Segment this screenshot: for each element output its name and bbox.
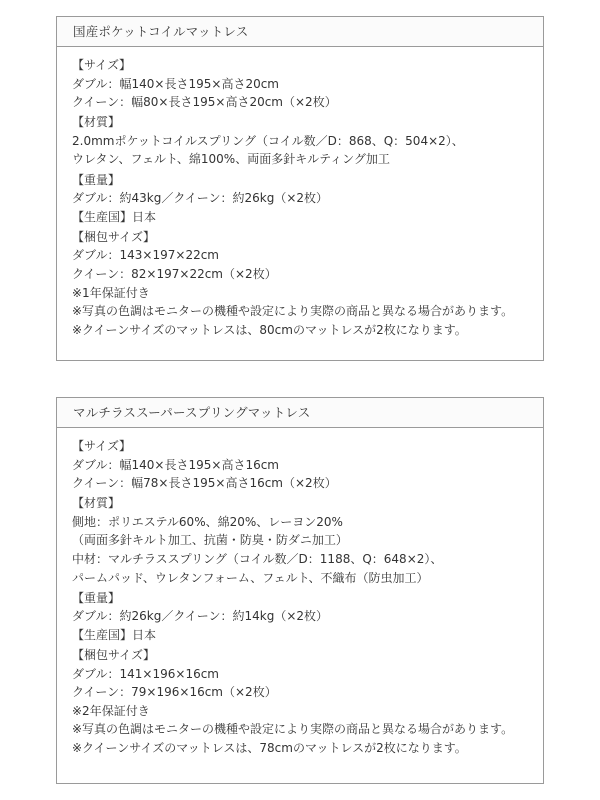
spec-section-label: 【重量】 (72, 590, 121, 605)
spec-line: （両面多針キルト加工、抗菌・防臭・防ダニ加工） (72, 533, 348, 548)
spec-section-label: 【材質】 (72, 496, 121, 511)
spec-line: 【生産国】日本 (72, 209, 157, 224)
spec-line: ※2年保証付き (72, 703, 150, 718)
spec-line: ダブル：141×196×16cm (72, 666, 219, 681)
spec-line: ※クイーンサイズのマットレスは、80cmのマットレスが2枚になります。 (72, 322, 467, 337)
spec-line: ※クイーンサイズのマットレスは、78cmのマットレスが2枚になります。 (72, 741, 467, 755)
spec-section-label: 【重量】 (72, 172, 121, 187)
spec-line: ダブル：約26kg／クイーン：約14kg（×2枚） (72, 609, 329, 624)
product-spec-box-pocket-coil (56, 16, 544, 361)
spec-line: ダブル：約43kg／クイーン：約26kg（×2枚） (72, 191, 329, 206)
spec-line: 2.0mmポケットコイルスプリング（コイル数／D：868、Q：504×2）、 (72, 133, 464, 148)
spec-line: ※写真の色調はモニターの機種や設定により実際の商品と異なる場合があります。 (72, 304, 514, 319)
spec-section-label: 【梱包サイズ】 (72, 229, 156, 244)
spec-line: 中材：マルチラススプリング（コイル数／D：1188、Q：648×2）、 (72, 552, 443, 567)
spec-section-label: 【サイズ】 (72, 439, 132, 453)
spec-line: ※写真の色調はモニターの機種や設定により実際の商品と異なる場合があります。 (72, 722, 514, 737)
product-spec-box-multi-spring (56, 397, 544, 784)
product-title: マルチラススーパースプリングマットレス (57, 398, 543, 428)
spec-line: ダブル：143×197×22cm (72, 248, 219, 263)
spec-list (57, 47, 543, 339)
spec-line: クイーン：79×196×16cm（×2枚） (72, 685, 277, 700)
spec-line: 【生産国】日本 (72, 627, 157, 642)
spec-line: ダブル：幅140×長さ195×高さ20cm (72, 76, 279, 91)
spec-line: クイーン：幅80×長さ195×高さ20cm（×2枚） (72, 95, 337, 110)
spec-section-label: 【材質】 (72, 115, 121, 130)
spec-section-label: 【サイズ】 (72, 58, 132, 72)
spec-line: 側地：ポリエステル60%、綿20%、レーヨン20% (72, 514, 343, 529)
spec-line: クイーン：82×197×22cm（×2枚） (72, 267, 277, 282)
spec-line: ウレタン、フェルト、綿100%、両面多針キルティング加工 (72, 152, 390, 167)
spec-line: ダブル：幅140×長さ195×高さ16cm (72, 457, 279, 472)
spec-list (57, 428, 543, 758)
product-title: 国産ポケットコイルマットレス (57, 17, 543, 47)
spec-section-label: 【梱包サイズ】 (72, 648, 156, 663)
spec-line: パームパッド、ウレタンフォーム、フェルト、不織布（防虫加工） (72, 570, 429, 585)
spec-line: ※1年保証付き (72, 285, 150, 300)
spec-line: クイーン：幅78×長さ195×高さ16cm（×2枚） (72, 476, 337, 491)
